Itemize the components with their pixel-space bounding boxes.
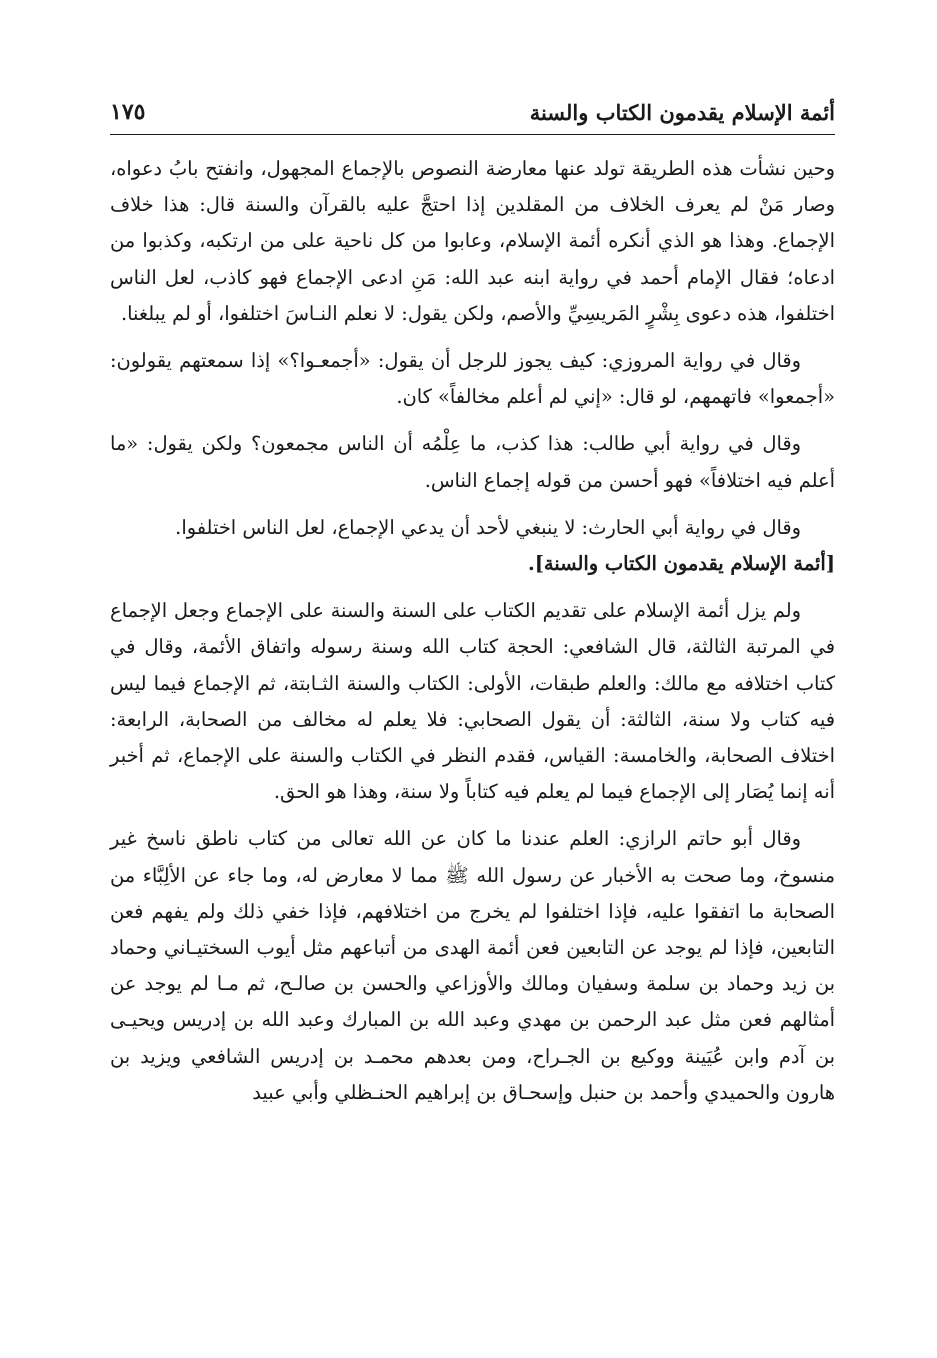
page-number: ١٧٥: [110, 99, 146, 125]
paragraph: وحين نشأت هذه الطريقة تولد عنها معارضة النصوص بالإجماع المجهول، وانفتح بابُ دعواه، وصار مَنْ لم يعرف الخلاف من المقلدين إذا احتجَّ عليه بالقرآن والسنة قال: هذا خلاف الإجماع. وهذا هو الذي أنكره أئمة الإسلام، وعابوا من كل ناحية على من ارتكبه، وكذبوا من ادعاه؛ فقال الإمام أحمد في رواية ابنه عبد الله: مَنِ ادعى الإجماع فهو كاذب، لعل الناس اختلفوا، هذه دعوى بِشْرٍ المَريسِيِّ والأصم، ولكن يقول: لا نعلم النـاسَ اختلفوا، أو لم يبلغنا.: [110, 157, 835, 325]
paragraph: وقال في رواية المروزي: كيف يجوز للرجل أن يقول: «أجمعـوا؟» إذا سمعتهم يقولون: «أجمعوا» فاتهمهم، لو قال: «إني لم أعلم مخالفاً» كان.: [110, 349, 835, 409]
page-body: [110, 151, 835, 1111]
running-header: [110, 92, 835, 135]
paragraph: وقال أبو حاتم الرازي: العلم عندنا ما كان عن الله تعالى من كتاب ناطق ناسخ غير منسوخ، وما صحت به الأخبار عن رسول الله ﷺ مما لا معارض له، وما جاء عن الألِبَّاء من الصحابة ما اتفقوا عليه، فإذا اختلفوا لم يخرج من اختلافهم، فإذا خفي ذلك ولم يفهم فعن التابعين، فإذا لم يوجد عن التابعين فعن أئمة الهدى من أتباعهم مثل أيوب السختيـاني وحماد بن زيد وحماد بن سلمة وسفيان ومالك والأوزاعي والحسن بن صالـح، ثم مـا لم يوجد عن أمثالهم فعن مثل عبد الرحمن بن مهدي وعبد الله بن المبارك وعبد الله بن إدريس ويحيـى بن آدم وابن عُيَينة ووكيع بن الجـراح، ومن بعدهم محمـد بن إدريس الشافعي ويزيد بن هارون والحميدي وأحمد بن حنبل وإسحـاق بن إبراهيم الحنـظلي وأبي عبيد: [110, 827, 835, 1104]
paragraph: وقال في رواية أبي الحارث: لا ينبغي لأحد أن يدعي الإجماع، لعل الناس اختلفوا.: [175, 515, 801, 539]
section-heading: [أئمة الإسلام يقدمون الكتاب والسنة].: [527, 552, 835, 576]
book-page: [110, 92, 835, 1332]
paragraph: وقال في رواية أبي طالب: هذا كذب، ما عِلْمُه أن الناس مجمعون؟ ولكن يقول: «ما أعلم فيه اختلافاً» فهو أحسن من قوله إجماع الناس.: [110, 432, 835, 492]
paragraph: ولم يزل أئمة الإسلام على تقديم الكتاب على السنة والسنة على الإجماع وجعل الإجماع في المرتبة الثالثة، قال الشافعي: الحجة كتاب الله وسنة رسوله واتفاق الأئمة، وقال في كتاب اختلافه مع مالك: والعلم طبقات، الأولى: الكتاب والسنة الثـابتة، ثم الإجماع فيما ليس فيه كتاب ولا سنة، الثالثة: أن يقول الصحابي: فلا يعلم له مخالف من الصحابة، الرابعة: اختلاف الصحابة، والخامسة: القياس، فقدم النظر في الكتاب والسنة على الإجماع، ثم أخبر أنه إنما يُصَار إلى الإجماع فيما لم يعلم فيه كتاباً ولا سنة، وهذا هو الحق.: [110, 599, 835, 804]
running-header-title: أئمة الإسلام يقدمون الكتاب والسنة: [529, 99, 835, 125]
